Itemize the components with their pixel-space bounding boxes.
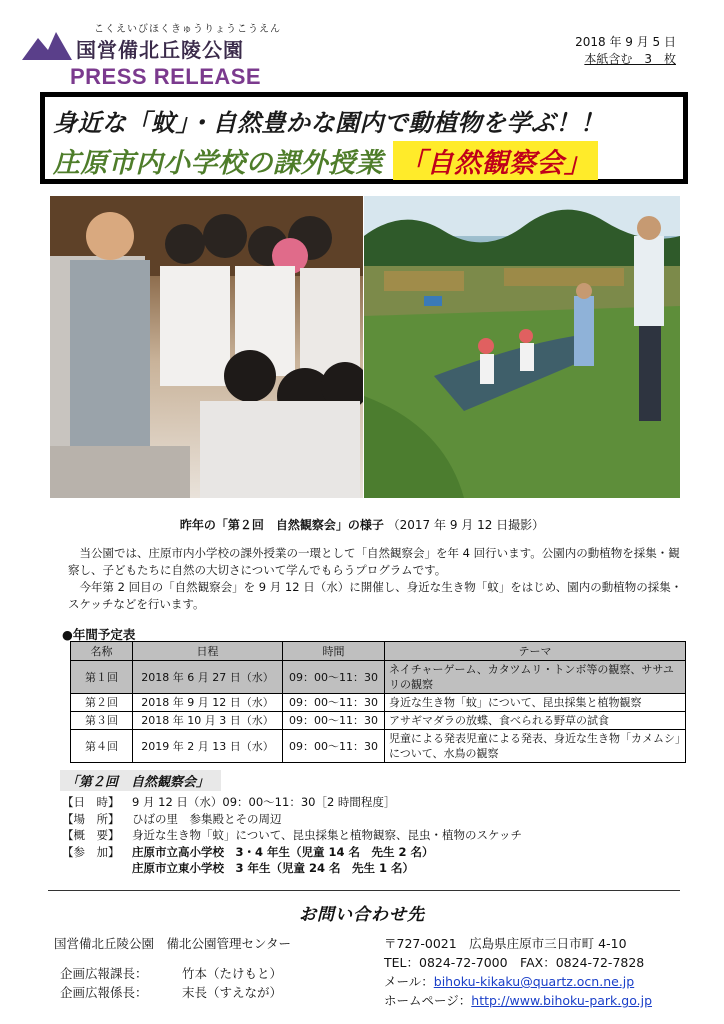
classroom-photo (50, 196, 363, 498)
web-row (384, 991, 652, 1010)
logo-name: 国営備北丘陵公園 (76, 38, 244, 62)
contact-staff (60, 964, 282, 1002)
schedule-cell-date: 2018 年 6 月 27 日（水） (133, 661, 283, 694)
event-value: 庄原市立東小学校 3 年生（児童 24 名 先生 1 名） (132, 861, 415, 875)
event-details (62, 794, 522, 877)
caption-title: 昨年の「第２回 自然観察会」の様子 (179, 518, 384, 532)
mail-label: メール： (384, 974, 434, 989)
schedule-cell-name: 第３回 (71, 712, 133, 730)
table-row (71, 730, 686, 763)
mail-row (384, 972, 652, 991)
event-key (62, 860, 132, 877)
park-logo (22, 20, 282, 90)
schedule-cell-theme: ネイチャーゲーム、カタツムリ・トンボ等の観察、ササユリの観察 (385, 661, 686, 694)
title-box (40, 92, 688, 184)
mail-link[interactable]: bihoku-kikaku@quartz.ocn.ne.jp (433, 974, 635, 989)
event-value: ひばの里 参集殿とその周辺 (132, 811, 282, 826)
staff-role: 企画広報係長： (60, 985, 148, 1000)
intro-text (68, 545, 688, 613)
event-title: 「第２回 自然観察会」 (60, 770, 221, 791)
schedule-cell-date: 2018 年 9 月 12 日（水） (133, 694, 283, 712)
divider (48, 890, 680, 891)
date-box (575, 34, 676, 68)
schedule-table (70, 641, 686, 763)
mountain-logo-icon (22, 30, 72, 60)
schedule-cell-time: 09：00～11：30 (283, 730, 385, 763)
event-row-place (62, 811, 522, 828)
event-row-participants-2 (62, 860, 522, 877)
caption-note: （2017 年 9 月 12 日撮影） (387, 518, 545, 532)
schedule-cell-time: 09：00～11：30 (283, 712, 385, 730)
staff-name: 末長（すえなが） (182, 985, 283, 1000)
table-row (71, 694, 686, 712)
headline: 身近な「蚊」・自然豊かな園内で動植物を学ぶ！！ (53, 109, 605, 137)
tel-fax: TEL：0824-72-7000 FAX：0824-72-7828 (384, 955, 645, 970)
subheadline (53, 141, 598, 180)
page-count: 本紙含む 3 枚 (584, 52, 676, 66)
schedule-cell-date: 2018 年 10 月 3 日（水） (133, 712, 283, 730)
schedule-cell-name: 第２回 (71, 694, 133, 712)
table-row (71, 661, 686, 694)
schedule-cell-date: 2019 年 2 月 13 日（水） (133, 730, 283, 763)
staff-role: 企画広報課長： (60, 966, 148, 981)
event-key: 【参 加】 (62, 844, 120, 859)
postal-address: 〒727-0021 広島県庄原市三日市町 4-10 (384, 936, 627, 951)
release-date: 2018 年 9 月 5 日 (575, 35, 676, 49)
event-key: 【日 時】 (62, 795, 120, 809)
schedule-header-theme: テーマ (385, 642, 686, 661)
subheadline-text: 庄原市内小学校の課外授業 (53, 148, 383, 179)
schedule-cell-time: 09：00～11：30 (283, 694, 385, 712)
schedule-cell-name: 第１回 (71, 661, 133, 694)
web-link[interactable]: http://www.bihoku-park.go.jp (471, 993, 653, 1008)
contact-address-block (384, 934, 652, 1010)
event-key: 【概 要】 (62, 828, 120, 842)
pond-photo (364, 196, 680, 498)
contact-org: 国営備北丘陵公園 備北公園管理センター (54, 936, 292, 951)
schedule-header-name: 名称 (71, 642, 133, 661)
event-value: 9 月 12 日（水）09：00～11：30［2 時間程度］ (132, 795, 396, 809)
event-value: 庄原市立高小学校 3・4 年生（児童 14 名 先生 2 名） (132, 844, 434, 859)
intro-paragraph-1: 当公園では、庄原市内小学校の課外授業の一環として「自然観察会」を年 4 回行います。公園内の動植物を採集・観察し、子どもたちに自然の大切さについて学んでもらうプログラムです。 (68, 546, 680, 577)
photo-caption (0, 516, 724, 533)
event-row-participants (62, 844, 522, 861)
staff-row (60, 964, 282, 983)
schedule-cell-theme: 児童による発表児童による発表、身近な生き物「カメムシ」について、水鳥の観察 (385, 730, 686, 763)
event-row-summary (62, 827, 522, 844)
subheadline-highlight: 「自然観察会」 (393, 141, 598, 180)
schedule-header-time: 時間 (283, 642, 385, 661)
web-label: ホームページ： (384, 993, 472, 1008)
event-row-datetime (62, 794, 522, 811)
schedule-header-date: 日程 (133, 642, 283, 661)
schedule-cell-name: 第４回 (71, 730, 133, 763)
schedule-cell-time: 09：00～11：30 (283, 661, 385, 694)
staff-name: 竹本（たけもと） (182, 966, 283, 981)
intro-paragraph-2: 今年第 2 回目の「自然観察会」を 9 月 12 日（水）に開催し、身近な生き物「蚊」をはじめ、園内の動植物の採集・スケッチなどを行います。 (68, 580, 683, 611)
contact-title: お問い合わせ先 (299, 905, 425, 925)
pond-photo-art (364, 196, 680, 498)
event-value: 身近な生き物「蚊」について、昆虫採集と植物観察、昆虫・植物のスケッチ (132, 828, 522, 842)
schedule-header-row (71, 642, 686, 661)
event-key: 【場 所】 (62, 811, 120, 826)
staff-row (60, 983, 282, 1002)
logo-ruby: こくえいびほくきゅうりょうこうえん (94, 24, 281, 35)
table-row (71, 712, 686, 730)
schedule-title: ●年間予定表 (62, 627, 136, 642)
schedule-cell-theme: 身近な生き物「蚊」について、昆虫採集と植物観察 (385, 694, 686, 712)
classroom-photo-art (50, 196, 363, 498)
schedule-cell-theme: アサギマダラの放蝶、食べられる野草の試食 (385, 712, 686, 730)
press-release-label: PRESS RELEASE (70, 64, 262, 89)
